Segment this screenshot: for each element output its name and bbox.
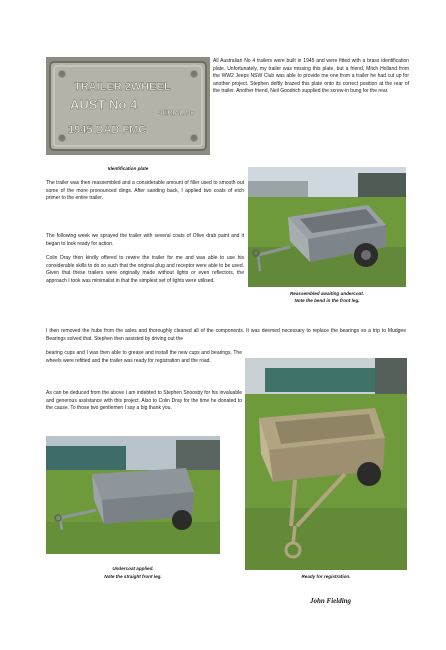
ready-caption: Ready for registration. [301, 574, 351, 579]
rewiring-paragraph: Colin Dray then kindly offered to rewire the trailer for me and was able to use his considerable skills to do so such that the original plug and receptor were able to be used. Given that these trailers were originally made without lights or even reflectors, the approach I took was minimalist in that the simplest set of lights were utilised. [46, 255, 244, 284]
identification-plate-photo [46, 57, 210, 155]
plate-line-2: AUST No 4 [70, 97, 138, 112]
reassembled-trailer-photo [248, 167, 406, 287]
undercoat-caption-line-1: Undercoat applied. [112, 566, 154, 571]
plate-line-1: TRAILER 2WHEEL [74, 81, 171, 93]
undercoat-trailer-photo [46, 436, 220, 554]
plate-line-3: SERIAL No [158, 110, 195, 117]
undercoat-caption-line-2: Note the straight front leg. [104, 574, 162, 579]
ready-trailer-photo [245, 358, 407, 570]
bearings-paragraph: bearing cups and I was then able to grease and install the new cups and bearings. The wheels were refitted and the trailer was ready for registration and the road. [46, 350, 242, 364]
hubs-paragraph: I then removed the hubs from the axles and thoroughly cleaned all of the components. It was deemed necessary to replace the bearings so a trip to Mudgee Bearings solved that. Stephen then assisted by driving out the [46, 328, 406, 342]
thanks-paragraph: As can be deduced from the above I am indebted to Stephen Snoosby for his invaluable and generous assistance with this project. Also to Colin Dray for the time he donated to the cause. To those two gentlemen I say a big thank you. [46, 390, 242, 412]
plate-caption: Identification plate [107, 166, 149, 171]
reassembled-caption-line-1: Reassembled awaiting undercoat. [289, 291, 365, 296]
author-signature: John Fielding [310, 597, 352, 605]
plate-line-4: 1945 DAD FMC [68, 124, 147, 136]
reassembled-caption-line-2: Note the bend in the front leg. [294, 298, 360, 303]
reassembly-paragraph: The trailer was then reassembled and a considerable amount of filler used to smooth out some of the more pronounced dings. After sanding back, I applied two coats of etch primer to the entire trailer. [46, 180, 244, 202]
painting-paragraph: The following week we sprayed the trailer with several coats of Olive drab paint and it began to look ready for action. [46, 233, 244, 247]
intro-paragraph: All Australian No 4 trailers were built in 1945 and were fitted with a brass identification plate. Unfortunately, my trailer was missing this plate, but a friend, Mitch Holland from the WW2 Jeeps NSW Club was able to provide me one from a trailer he had cut up for another project. Stephen deftly brazed this plate onto its correct position at the rear of the trailer. Another friend, Neil Goodrich supplied the screw-in bung for the rear. [213, 58, 409, 95]
